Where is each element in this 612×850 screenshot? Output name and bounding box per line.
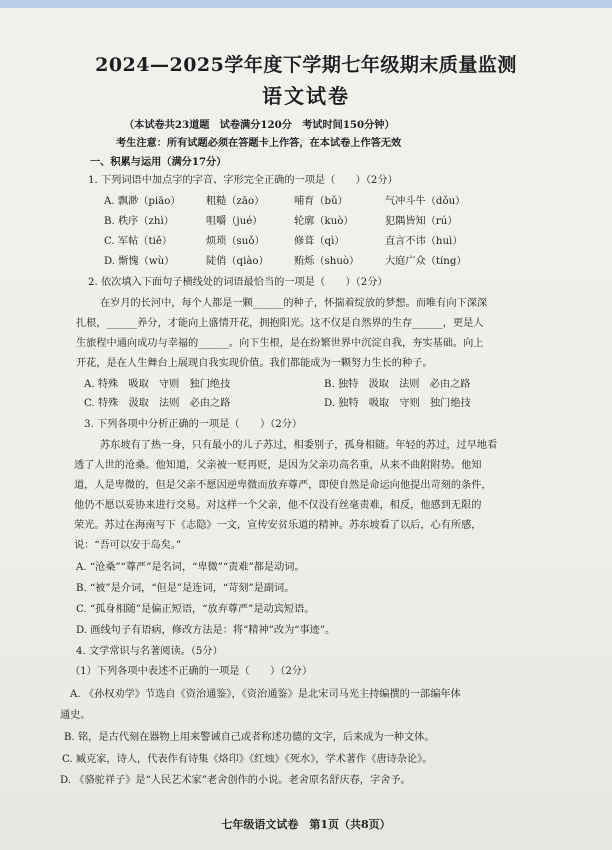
q3-option: A. “沧桑”“尊严”是名词，“卑微”“责难”都是动词。 — [76, 562, 305, 573]
q2-passage-line: 在岁月的长河中，每个人都是一颗______的种子，怀揣着绽放的梦想。而唯有向下深深 — [100, 298, 488, 309]
q4-option: D. 《骆驼祥子》是“人民艺术家”老舍创作的小说。老舍原名舒庆春，字舍予。 — [60, 775, 411, 786]
exam-info: （本试卷共23道题 试卷满分120分 考试时间150分钟） — [124, 119, 395, 131]
exam-subtitle: 语文试卷 — [262, 84, 350, 108]
q1-option: 犯隅皆知（rú） — [385, 216, 458, 227]
q1-option: A. 飘渺（piāo） — [104, 196, 181, 207]
q4-option: C. 臧克家，诗人，代表作有诗集《烙印》《红烛》《死水》，学术著作《唐诗杂论》。 — [62, 754, 433, 765]
q2-passage-line: 扎根，______养分，才能向上盛情开花，拥抱阳光。这不仅是自然界的生存______，更是人 — [76, 318, 484, 329]
q3-passage-line: 说：“吾可以安于岛矣。” — [74, 540, 182, 551]
q1-option: 咀嚼（jué） — [206, 216, 263, 227]
q2-stem: 2. 依次填入下面句子横线处的词语最恰当的一项是（ ）（2分） — [88, 277, 388, 288]
section-1-heading: 一、积累与运用（满分17分） — [90, 156, 227, 168]
q1-option: 修葺（qì） — [294, 236, 345, 247]
q2-option: C. 特殊 汲取 法则 必由之路 — [84, 398, 231, 409]
q1-option: B. 秩序（zhì） — [104, 216, 174, 227]
q3-stem: 3. 下列各项中分析正确的一项是（ ）（2分） — [84, 419, 303, 430]
q2-option: B. 独特 汲取 法则 必由之路 — [324, 379, 471, 390]
q1-option: 粗糙（zāo） — [206, 196, 265, 207]
q3-passage-line: 道，人是卑微的，但是父亲不愿因逆卑微而放弃尊严，即使自然是命运向他提出苛刻的条件， — [74, 480, 492, 491]
q2-passage-line: 生旅程中通向成功与幸福的______。向下生根，是在纷繁世界中沉淀自我，夯实基础。向上 — [76, 338, 484, 349]
q1-option: 直言不讳（huì） — [385, 236, 463, 247]
q1-option: D. 惭愧（wù） — [104, 256, 175, 267]
q1-stem: 1. 下列词语中加点字的字音、字形完全正确的一项是（ ）（2分） — [88, 175, 398, 186]
q3-passage-line: 荣光。苏过在海南写下《志隐》一文，宣传安贫乐道的精神。苏东坡看了以后，心有所感， — [74, 520, 482, 531]
notice: 考生注意：所有试题必须在答题卡上作答，在本试卷上作答无效 — [116, 137, 402, 149]
q2-option: D. 独特 吸取 守则 独门绝技 — [324, 398, 471, 409]
q3-passage-line: 透了人世的沧桑。他知道，父亲被一贬再贬，是因为父亲功高名重，从来不曲附附势。他知 — [74, 460, 482, 471]
q3-passage-line: 苏东坡有了热一身，只有最小的儿子苏过，相委别子，孤身相随。年轻的苏过，过早地看 — [100, 440, 498, 451]
q4-option: A. 《孙权劝学》节选自《资治通鉴》，《资治通鉴》是北宋司马光主持编撰的一部编年体 — [70, 689, 461, 700]
q2-passage-line: 开花，是在人生舞台上展现自我实现价值。我们都能成为一颗努力生长的种子。 — [76, 358, 433, 369]
q3-passage-line: 他仍不愿以妥协来进行交易。对这样一个父亲，他不仅没有丝毫责难，相反，他感到无限的 — [74, 500, 482, 511]
q4-option: B. 铭，是古代刻在器物上用来警诫自己或者称述功德的文字，后来成为一种文体。 — [64, 732, 435, 743]
q1-option: 烦琐（suǒ） — [206, 236, 265, 247]
page-footer: 七年级语文试卷 第1页（共8页） — [221, 818, 391, 831]
top-band — [0, 0, 612, 8]
q3-option: C. “孤身相随”是偏正短语，“放弃尊严”是动宾短语。 — [76, 604, 315, 615]
q1-option: 贿烁（shuò） — [294, 256, 360, 267]
q1-option: 大庭广众（tíng） — [385, 256, 467, 267]
q1-option: 气冲斗牛（dǒu） — [385, 196, 466, 207]
q2-option: A. 特殊 吸取 守则 独门绝技 — [84, 379, 231, 390]
q1-option: C. 军帖（tiě） — [104, 236, 173, 247]
q1-option: 陡俏（qiào） — [206, 256, 269, 267]
q3-option: D. 画线句子有语病，修改方法是：将“精神”改为“事迹”。 — [76, 625, 336, 636]
q4-stem: 4. 文学常识与名著阅读。（5分） — [76, 646, 223, 657]
q1-option: 哺育（bǔ） — [294, 196, 348, 207]
q4-sub1-stem: （1）下列各项中表述不正确的一项是（ ）（2分） — [70, 666, 313, 677]
q3-option: B. “被”是介词，“但是”是连词，“苛刻”是副词。 — [76, 583, 295, 594]
q4-option-cont: 通史。 — [60, 710, 91, 721]
exam-title: 2024—2025学年度下学期七年级期末质量监测 — [95, 54, 517, 76]
q1-option: 轮廓（kuò） — [294, 216, 354, 227]
